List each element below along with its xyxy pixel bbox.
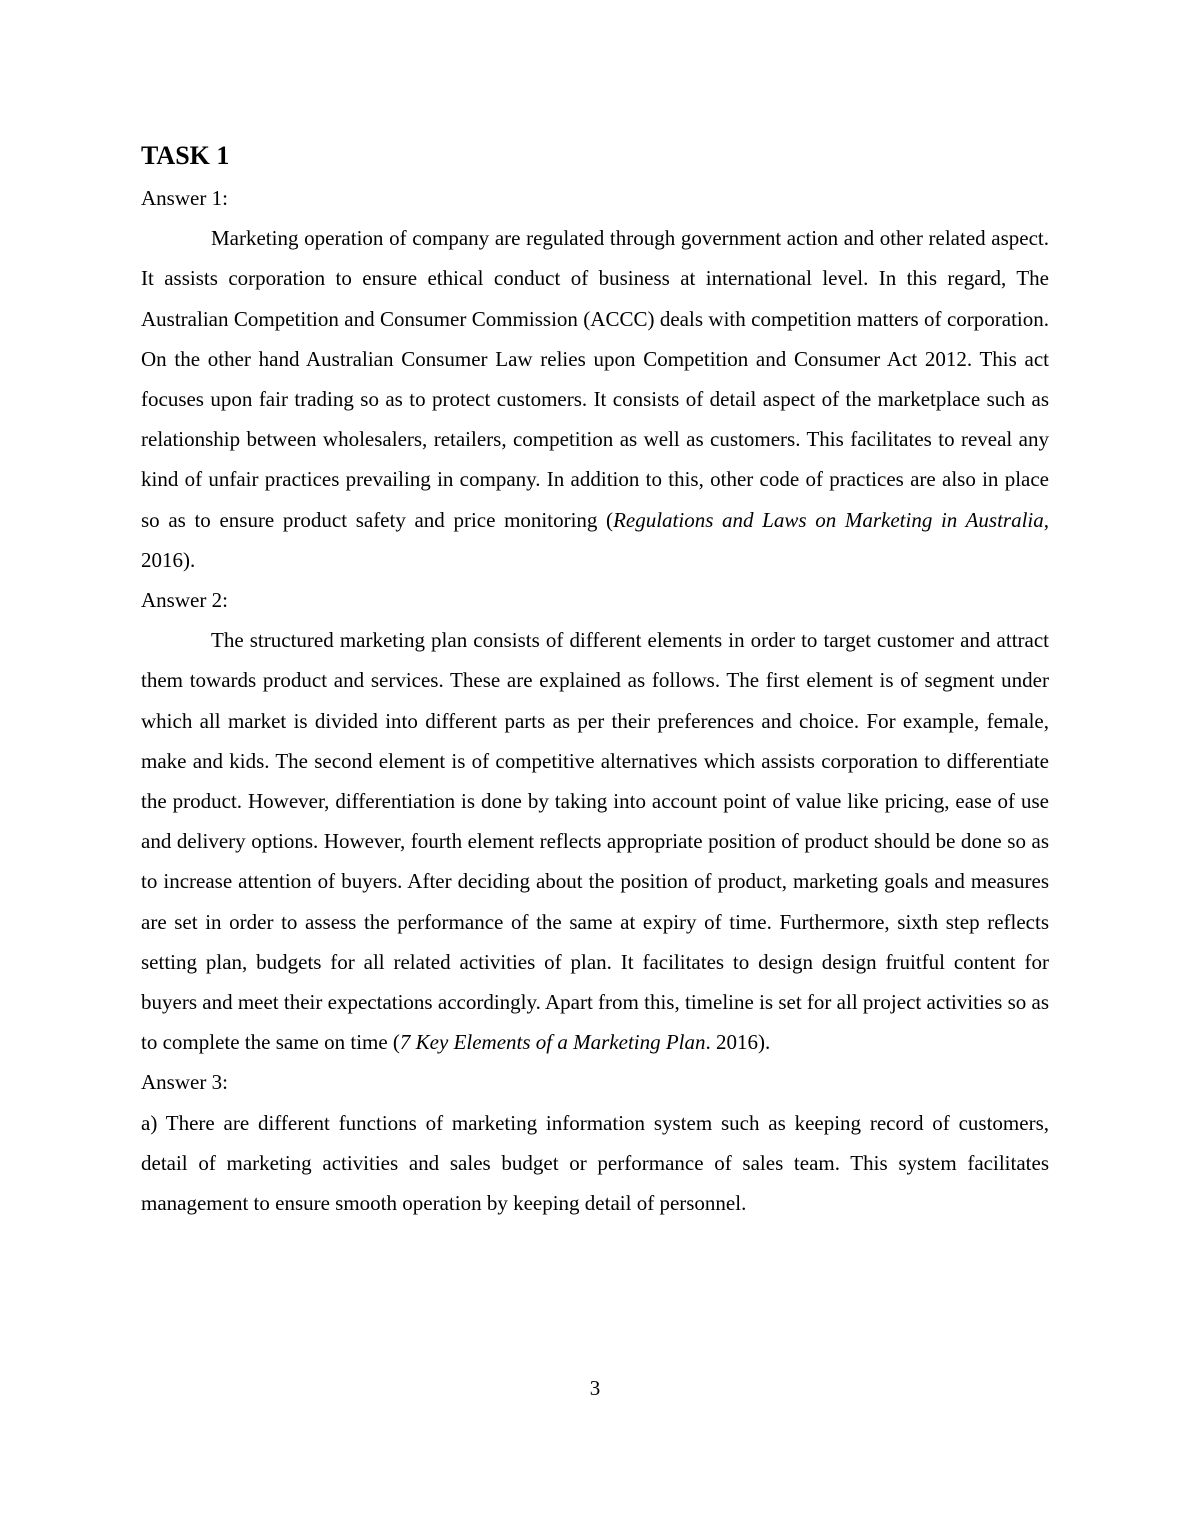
answer-2-text: The structured marketing plan consists of different elements in order to target customer and attract them towards product and services. These are explained as follows. The first element is of segment under which all market is divided into different parts as per their preferences and choice. For example, female, make and kids. The second element is of competitive alternatives which assists corporation to differentiate the product. However, differentiation is done by taking into account point of value like pricing, ease of use and delivery options. However, fourth element reflects appropriate position of product should be done so as to increase attention of buyers. After deciding about the position of product, marketing goals and measures are set in order to assess the performance of the same at expiry of time. Furthermore, sixth step reflects setting plan, budgets for all related activities of plan. It facilitates to design design fruitful content for buyers and meet their expectations accordingly. Apart from this, timeline is set for all project activities so as to complete the same on time (: [141, 628, 1049, 1055]
answer-1-citation-title: Regulations and Laws on Marketing in Australia: [613, 507, 1044, 532]
answer-2-label: Answer 2:: [141, 588, 228, 613]
task-heading: TASK 1: [141, 141, 230, 170]
answer-1-paragraph: [141, 218, 1049, 580]
answer-2-paragraph: [141, 620, 1049, 1062]
answer-3-label: Answer 3:: [141, 1070, 228, 1095]
answer-3-paragraph: [141, 1103, 1049, 1224]
answer-3-text: a) There are different functions of marketing information system such as keeping record of customers, detail of marketing activities and sales budget or performance of sales team. This system facilitates management to ensure smooth operation by keeping detail of personnel.: [141, 1110, 1049, 1216]
answer-2-citation-tail: . 2016).: [705, 1030, 771, 1055]
page-number: 3: [589, 1376, 601, 1400]
page-content: [141, 136, 1049, 1223]
answer-1-citation-tail: , 2016).: [141, 507, 1049, 572]
answer-1-label: Answer 1:: [141, 186, 228, 210]
answer-2-citation-title: 7 Key Elements of a Marketing Plan: [399, 1030, 706, 1055]
answer-1-text: Marketing operation of company are regulated through government action and other related aspect. It assists corporation to ensure ethical conduct of business at international level. In this regard, The Australian Competition and Consumer Commission (ACCC) deals with competition matters of corporation. On the other hand Australian Consumer Law relies upon Competition and Consumer Act 2012. This act focuses upon fair trading so as to protect customers. It consists of detail aspect of the marketplace such as relationship between wholesalers, retailers, competition as well as customers. This facilitates to reveal any kind of unfair practices prevailing in company. In addition to this, other code of practices are also in place so as to ensure product safety and price monitoring (: [141, 226, 1049, 532]
